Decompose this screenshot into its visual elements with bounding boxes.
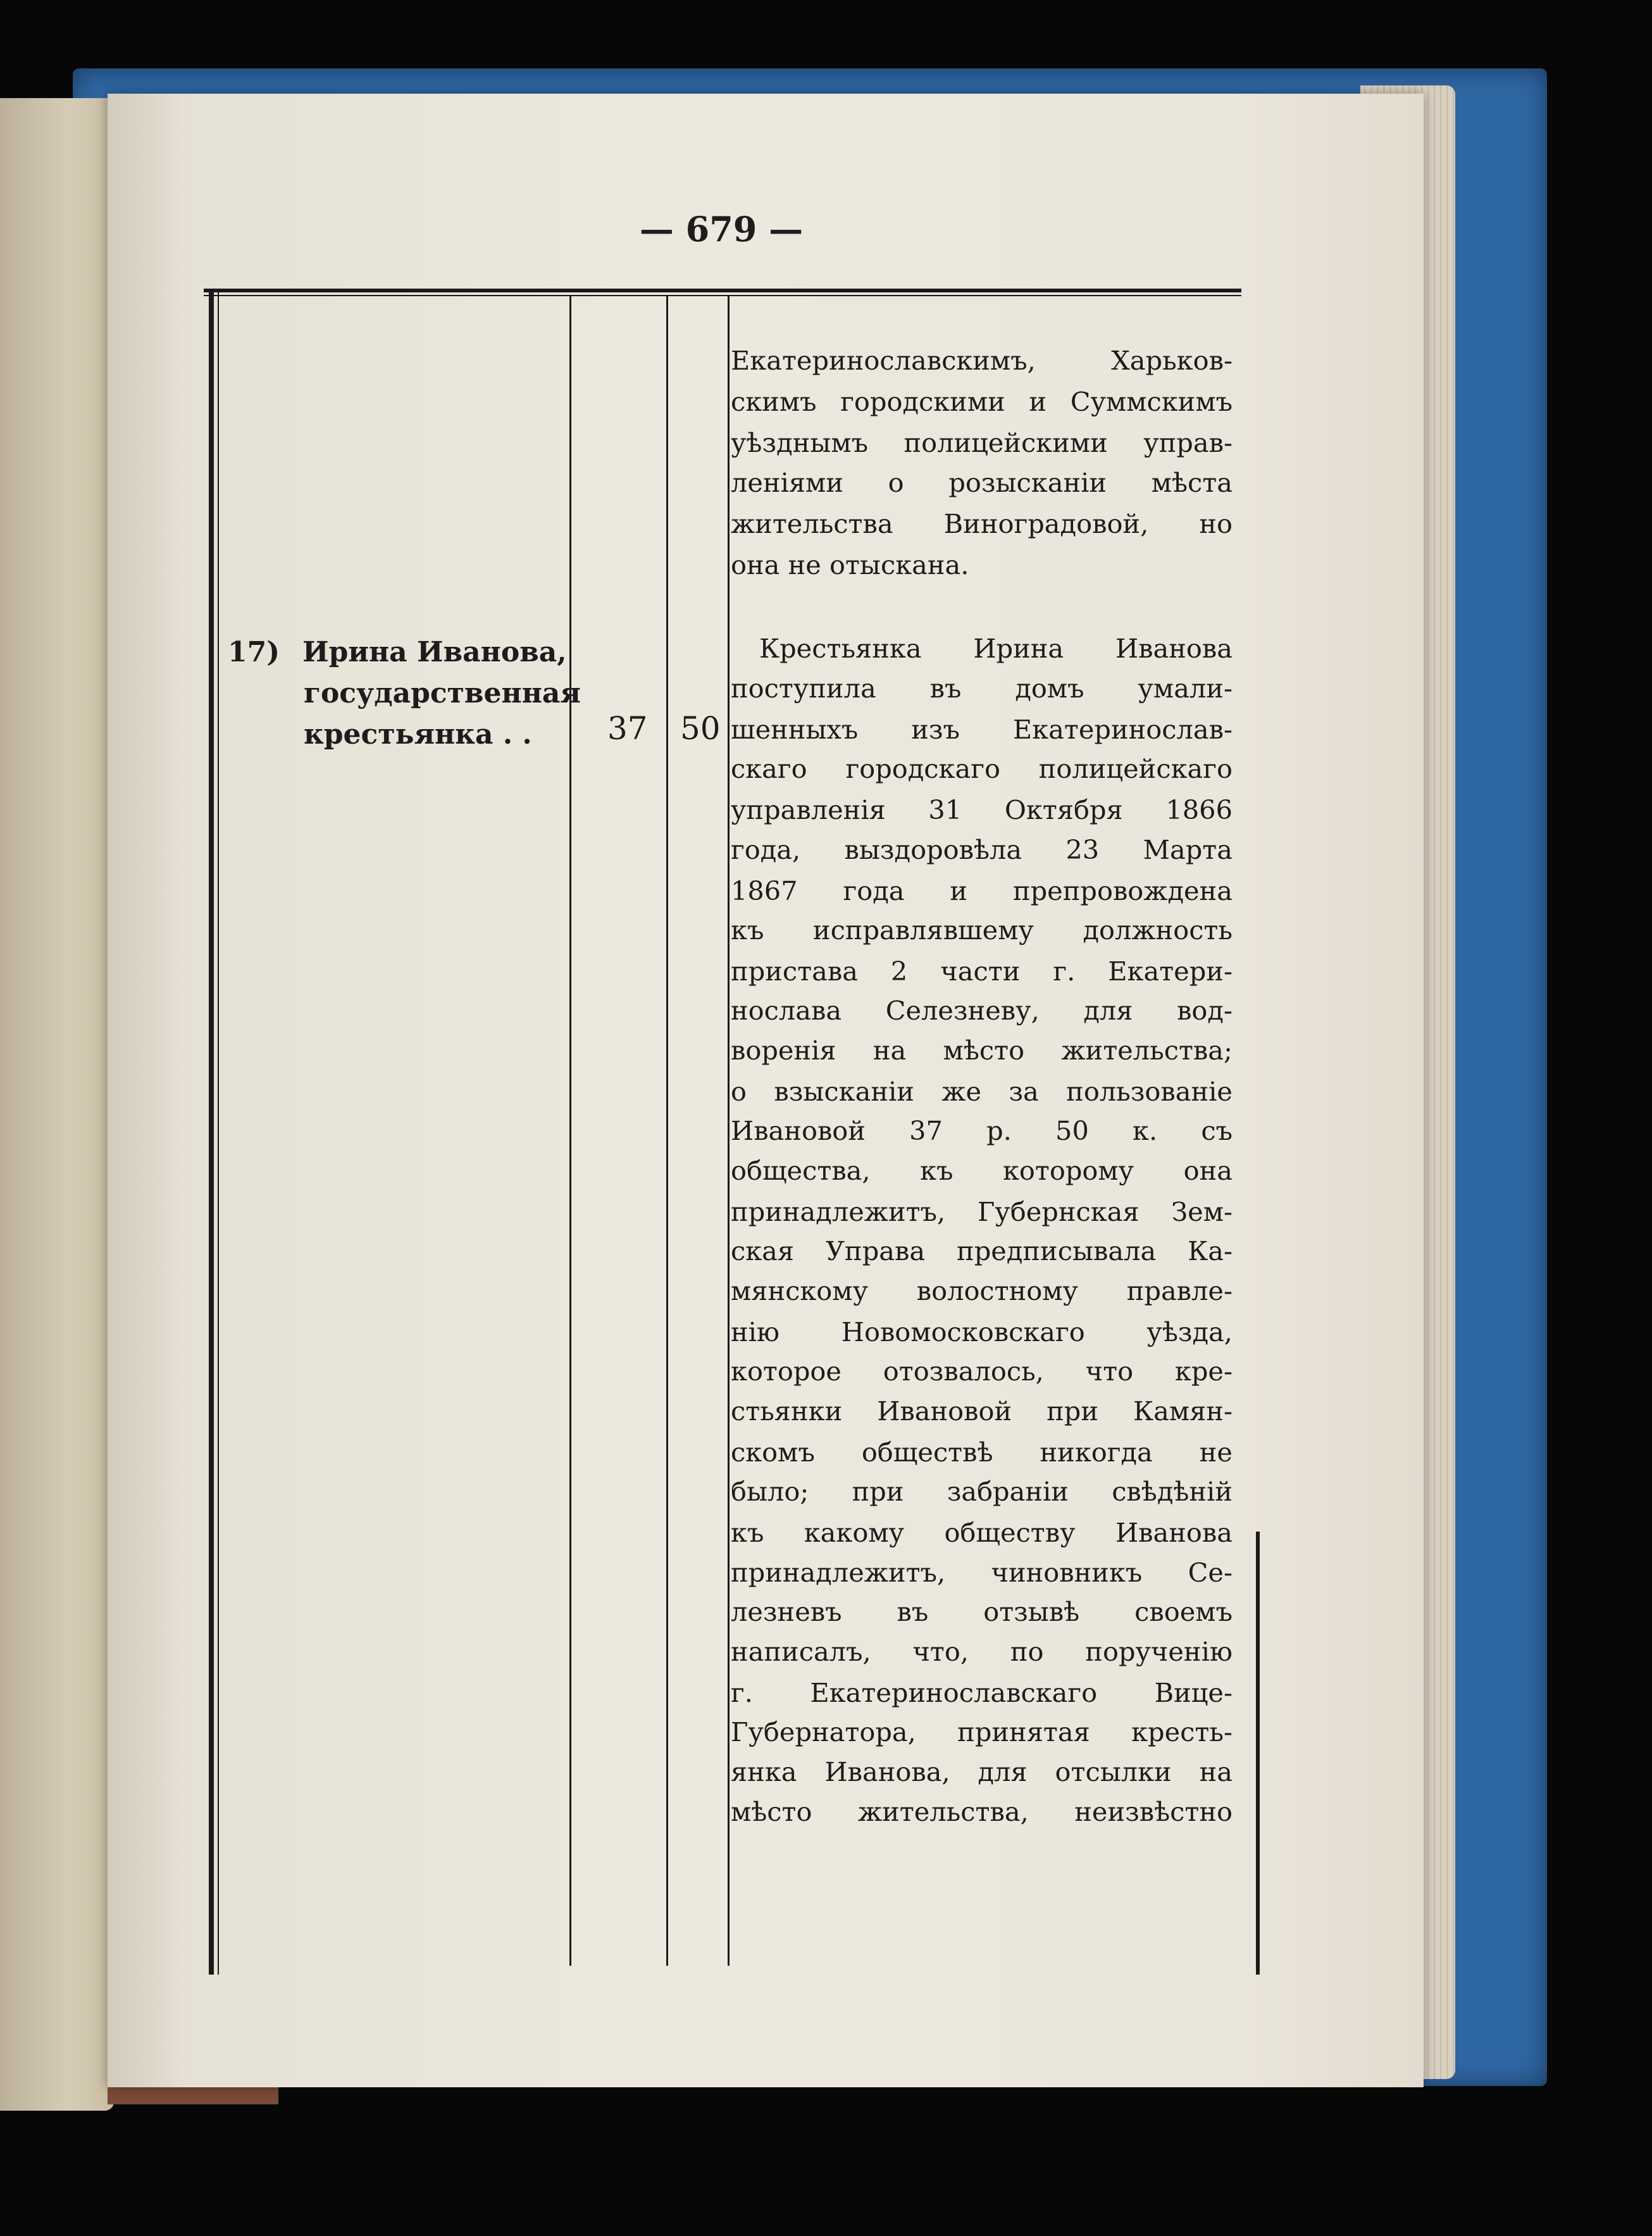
description-line: года, выздоровѣла 23 Марта [731, 834, 1233, 865]
description-line: пристава 2 части г. Екатери- [731, 956, 1233, 987]
description-line: написалъ, что, по порученію [731, 1636, 1233, 1667]
description-line: поступила въ домъ умали- [731, 673, 1233, 704]
table-top-rule [204, 289, 1241, 292]
description-line: жительства Виноградовой, но [731, 508, 1233, 539]
description-line: нію Новомосковскаго уѣзда, [731, 1316, 1233, 1347]
description-line: ская Управа предписывала Ка- [731, 1235, 1233, 1266]
description-line: уѣзднымъ полицейскими управ- [731, 427, 1233, 458]
left-page-edge [0, 98, 114, 2111]
description-line: скимъ городскими и Суммскимъ [731, 386, 1233, 417]
column-divider-name [569, 295, 571, 1966]
column-divider-kopecks [728, 295, 730, 1966]
description-line: лезневъ въ отзывѣ своемъ [731, 1596, 1233, 1627]
entry-name-line-2: государственная [304, 677, 581, 709]
description-line: она не отыскана. [731, 549, 969, 580]
description-line: было; при забраніи свѣдѣній [731, 1476, 1233, 1507]
description-line: 1867 года и препровождена [731, 875, 1233, 906]
entry-kopecks: 50 [680, 710, 721, 747]
description-line: къ исправлявшему должность [731, 915, 1233, 946]
entry-number: 17) [228, 636, 280, 668]
description-line: Ивановой 37 р. 50 к. съ [731, 1115, 1233, 1146]
description-line: шенныхъ изъ Екатеринослав- [731, 714, 1233, 745]
description-line: общества, къ которому она [731, 1155, 1233, 1186]
description-line: мянскому волостному правле- [731, 1275, 1233, 1306]
description-line: принадлежитъ, Губернская Зем- [731, 1196, 1233, 1227]
description-line: г. Екатеринославскаго Вице- [731, 1677, 1233, 1708]
table-top-rule-thin [204, 295, 1241, 296]
entry-rubles: 37 [607, 710, 648, 747]
column-divider-rubles [666, 295, 668, 1966]
description-line: стьянки Ивановой при Камян- [731, 1396, 1233, 1427]
description-line: которое отозвалось, что кре- [731, 1356, 1233, 1387]
table-right-border [1256, 1532, 1260, 1975]
table-left-border-thin [218, 291, 219, 1975]
description-line: воренія на мѣсто жительства; [731, 1035, 1233, 1066]
description-line: леніями о розысканіи мѣста [731, 467, 1233, 498]
description-line: Екатеринославскимъ, Харьков- [731, 345, 1233, 376]
description-line: нослава Селезневу, для вод- [731, 995, 1233, 1026]
description-line: скомъ обществѣ никогда не [731, 1437, 1233, 1468]
description-line: управленія 31 Октября 1866 [731, 794, 1233, 825]
entry-name-line-3: крестьянка . . [304, 718, 532, 751]
table-left-border [209, 291, 214, 1975]
description-line: о взысканіи же за пользованіе [731, 1076, 1233, 1107]
description-line: Губернатора, принятая кресть- [731, 1716, 1233, 1747]
description-line: Крестьянка Ирина Иванова [759, 633, 1233, 664]
description-line: мѣсто жительства, неизвѣстно [731, 1796, 1233, 1827]
description-line: янка Иванова, для отсылки на [731, 1756, 1233, 1787]
page-number: — 679 — [639, 209, 804, 249]
description-line: скаго городскаго полицейскаго [731, 753, 1233, 784]
entry-name-line-1: Ирина Иванова, [302, 636, 567, 668]
description-line: къ какому обществу Иванова [731, 1517, 1233, 1548]
description-line: принадлежитъ, чиновникъ Се- [731, 1557, 1233, 1588]
